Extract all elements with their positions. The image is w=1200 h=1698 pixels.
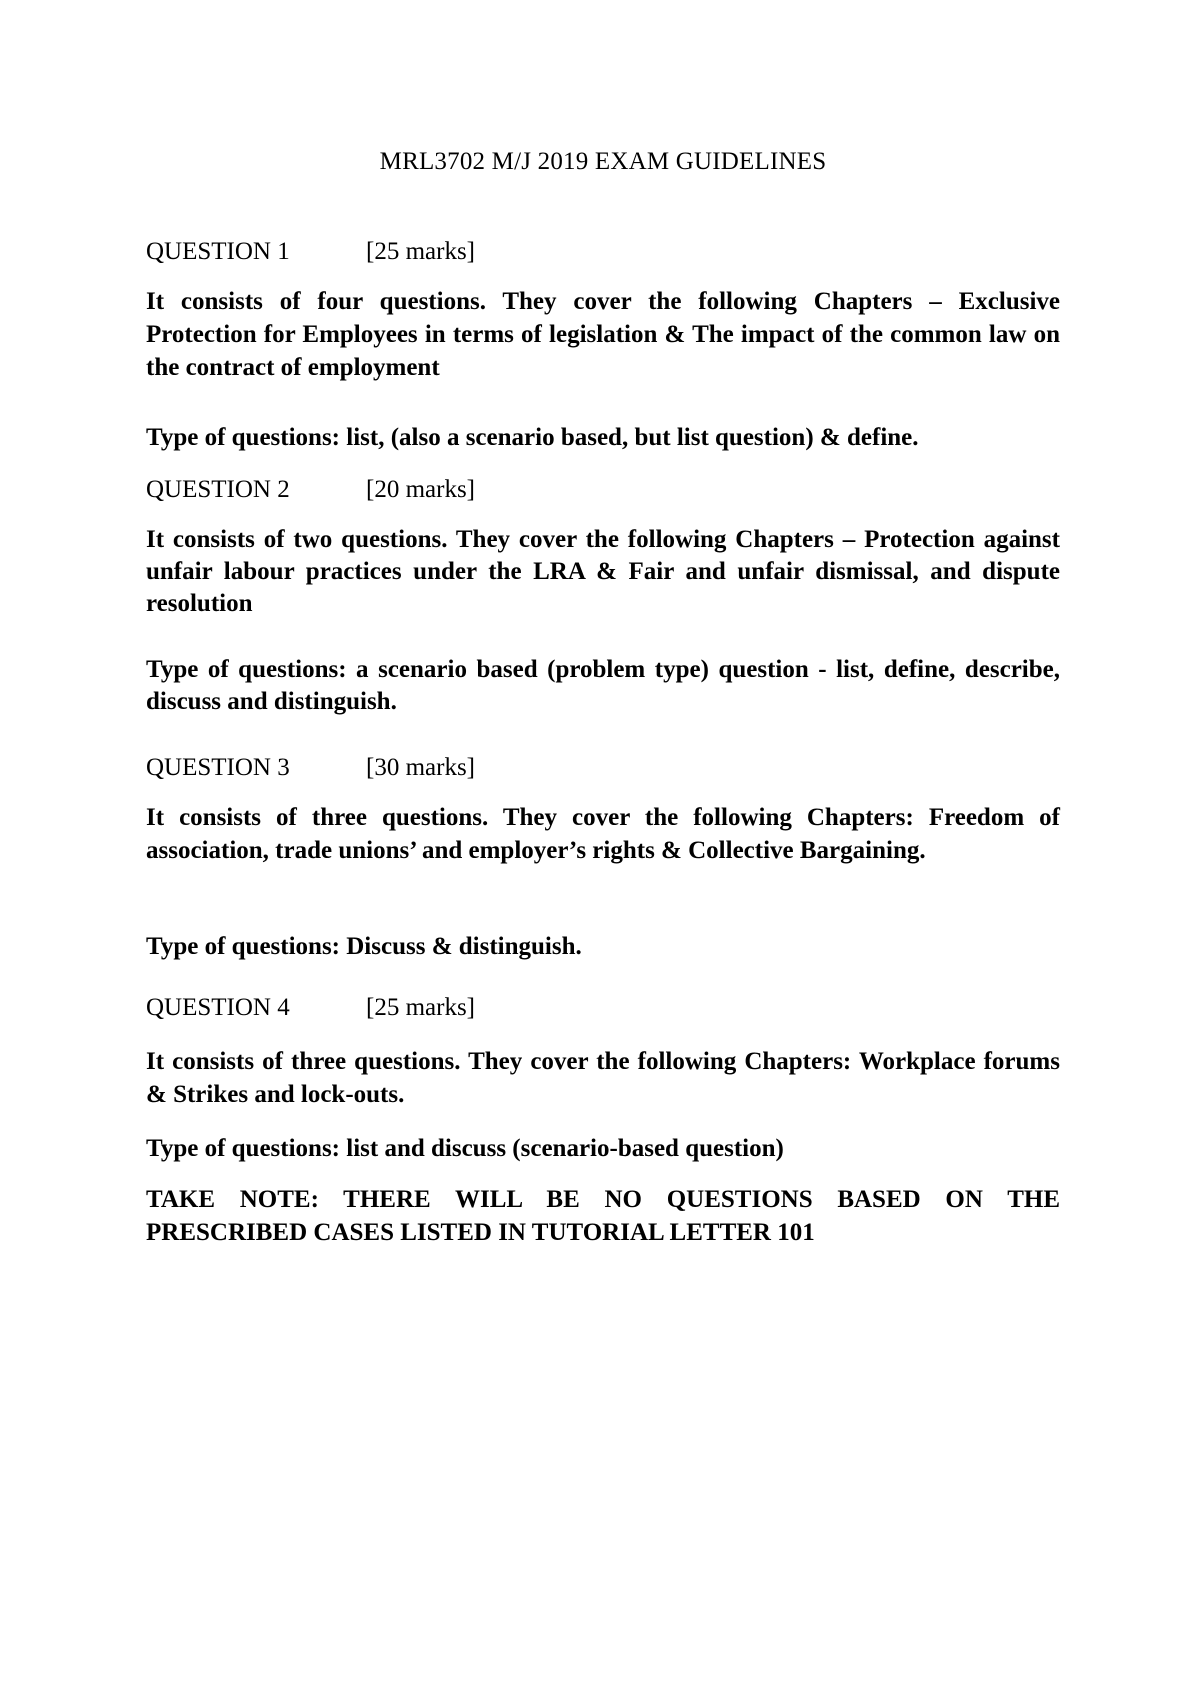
- question-4-marks: [25 marks]: [366, 994, 475, 1021]
- page-title: MRL3702 M/J 2019 EXAM GUIDELINES: [379, 148, 827, 175]
- question-1-description: It consists of four questions. They cover the following Chapters – Exclusive Protection for Employees in terms of legislation & The impact of the common law on the contract of employment: [146, 288, 1060, 381]
- question-4-type: Type of questions: list and discuss (scenario-based question): [146, 1135, 784, 1162]
- question-2-label: QUESTION 2: [146, 476, 290, 503]
- question-2-type: Type of questions: a scenario based (problem type) question - list, define, describe, discuss and distinguish.: [146, 656, 1060, 715]
- question-3-label: QUESTION 3: [146, 754, 290, 781]
- take-note: TAKE NOTE: THERE WILL BE NO QUESTIONS BASED ON THE PRESCRIBED CASES LISTED IN TUTORIAL LETTER 101: [146, 1186, 1060, 1246]
- question-4-description: It consists of three questions. They cover the following Chapters: Workplace forums & Strikes and lock-outs.: [146, 1048, 1060, 1108]
- question-3-description: It consists of three questions. They cover the following Chapters: Freedom of association, trade unions’ and employer’s rights & Collective Bargaining.: [146, 804, 1060, 864]
- question-1-heading: [146, 238, 475, 266]
- question-1-type: Type of questions: list, (also a scenario based, but list question) & define.: [146, 424, 919, 451]
- question-2-marks: [20 marks]: [366, 476, 475, 503]
- question-4-label: QUESTION 4: [146, 994, 290, 1021]
- question-1-marks: [25 marks]: [366, 238, 475, 265]
- question-1-label: QUESTION 1: [146, 238, 290, 265]
- question-4-heading: [146, 994, 475, 1022]
- question-3-marks: [30 marks]: [366, 754, 475, 781]
- question-3-heading: [146, 754, 475, 782]
- question-3-type: Type of questions: Discuss & distinguish.: [146, 933, 582, 960]
- question-2-heading: [146, 476, 475, 504]
- question-2-description: It consists of two questions. They cover the following Chapters – Protection against unfair labour practices under the LRA & Fair and unfair dismissal, and dispute resolution: [146, 526, 1060, 617]
